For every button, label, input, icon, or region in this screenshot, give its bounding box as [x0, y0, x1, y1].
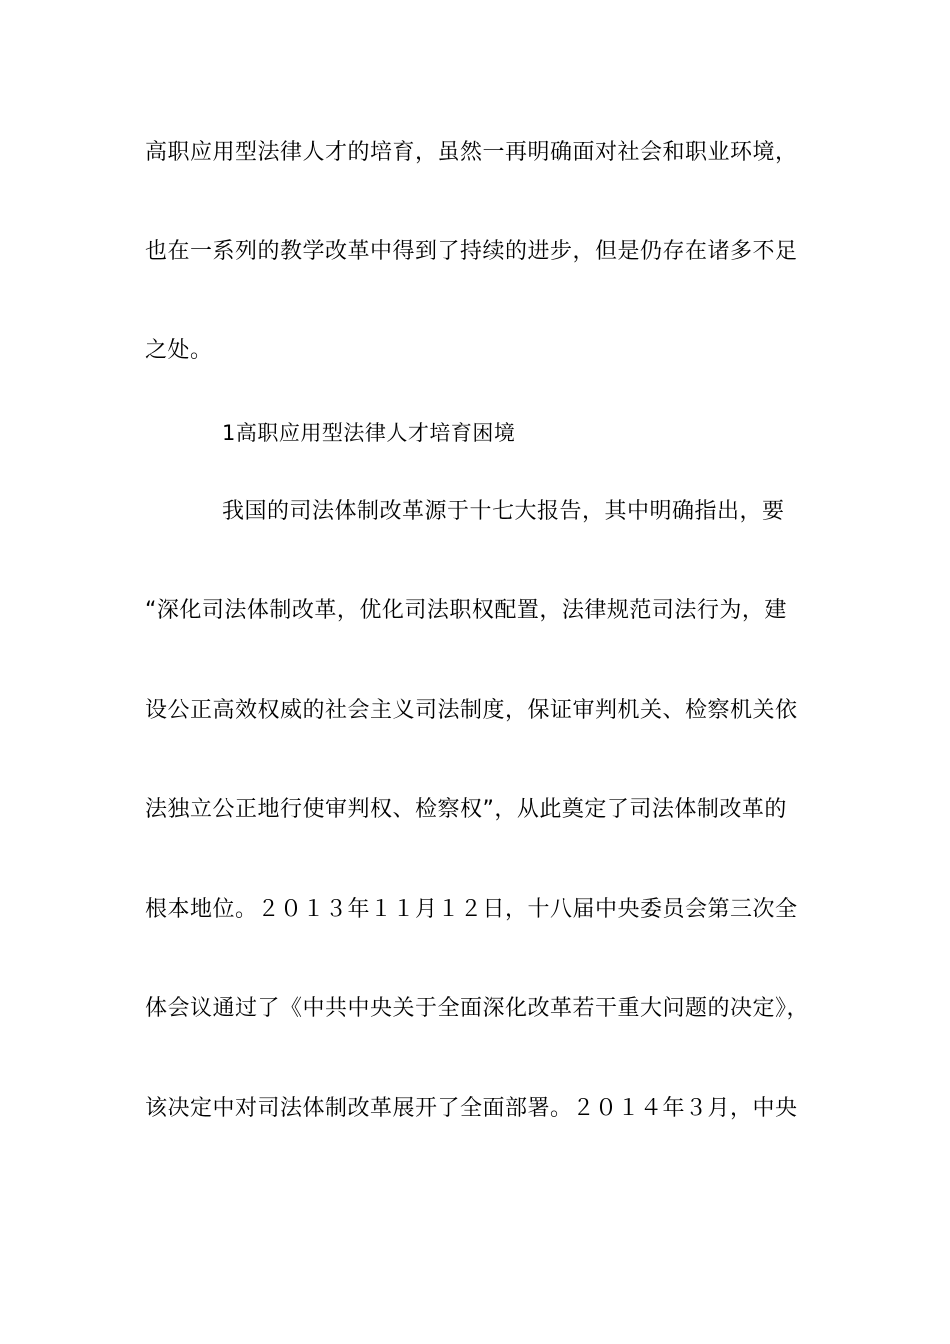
- paragraph-2-line-5: 根本地位。２０１３年１１月１２日，十八届中央委员会第三次全: [145, 897, 798, 922]
- paragraph-2-line-4: 法独立公正地行使审判权、检察权”，从此奠定了司法体制改革的: [145, 797, 787, 822]
- paragraph-2-line-2: “深化司法体制改革，优化司法职权配置，法律规范司法行为，建: [145, 598, 787, 623]
- paragraph-1-line-2: 也在一系列的教学改革中得到了持续的进步，但是仍存在诸多不足: [145, 239, 798, 264]
- paragraph-2-line-3: 设公正高效权威的社会主义司法制度，保证审判机关、检察机关依: [145, 698, 798, 723]
- paragraph-2-line-1: 我国的司法体制改革源于十七大报告，其中明确指出，要: [222, 499, 785, 524]
- paragraph-1-line-1: 高职应用型法律人才的培育，虽然一再明确面对社会和职业环境，: [145, 140, 798, 165]
- paragraph-1-line-3: 之处。: [145, 338, 213, 363]
- paragraph-2-line-6: 体会议通过了《中共中央关于全面深化改革若干重大问题的决定》，: [145, 996, 810, 1021]
- paragraph-2-line-7: 该决定中对司法体制改革展开了全面部署。２０１４年３月，中央: [145, 1096, 798, 1121]
- section-heading: 1高职应用型法律人才培育困境: [222, 421, 516, 445]
